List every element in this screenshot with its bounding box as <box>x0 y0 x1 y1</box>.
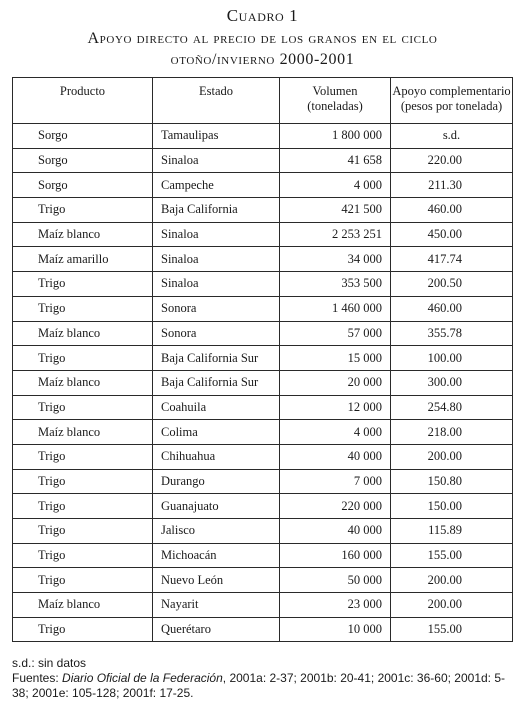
cell-apoyo: 100.00 <box>391 346 513 371</box>
cell-estado: Campeche <box>153 173 280 198</box>
table-row <box>13 395 513 420</box>
table-row <box>13 247 513 272</box>
cell-volumen: 220 000 <box>280 494 391 519</box>
table-header <box>13 78 513 124</box>
cell-apoyo: 155.00 <box>391 543 513 568</box>
cell-apoyo: 150.80 <box>391 469 513 494</box>
cell-producto: Maíz blanco <box>13 420 153 445</box>
fuentes-label: Fuentes: <box>12 671 63 685</box>
cell-estado: Chihuahua <box>153 444 280 469</box>
cell-producto: Trigo <box>13 568 153 593</box>
grain-support-table <box>12 77 513 642</box>
header-apoyo <box>391 78 513 124</box>
cell-estado: Sinaloa <box>153 272 280 297</box>
cell-apoyo: 200.00 <box>391 444 513 469</box>
table-row <box>13 222 513 247</box>
table-row <box>13 568 513 593</box>
cell-volumen: 40 000 <box>280 519 391 544</box>
cell-estado: Sinaloa <box>153 148 280 173</box>
table-row <box>13 370 513 395</box>
cell-estado: Nayarit <box>153 593 280 618</box>
cell-apoyo: 417.74 <box>391 247 513 272</box>
cell-estado: Colima <box>153 420 280 445</box>
cell-estado: Sonora <box>153 296 280 321</box>
header-apoyo-unit: (pesos por tonelada) <box>400 99 503 113</box>
table-row <box>13 420 513 445</box>
table-body <box>13 124 513 642</box>
cell-estado: Sinaloa <box>153 222 280 247</box>
table-row <box>13 469 513 494</box>
cell-volumen: 10 000 <box>280 617 391 642</box>
table-row <box>13 494 513 519</box>
table-row <box>13 593 513 618</box>
cell-volumen: 40 000 <box>280 444 391 469</box>
table-row <box>13 198 513 223</box>
header-apoyo-label: Apoyo complementario <box>392 84 511 98</box>
cell-producto: Sorgo <box>13 173 153 198</box>
table-header-row <box>13 78 513 124</box>
table-row <box>13 124 513 149</box>
cell-apoyo: 155.00 <box>391 617 513 642</box>
header-volumen <box>280 78 391 124</box>
cell-volumen: 2 253 251 <box>280 222 391 247</box>
cell-estado: Coahuila <box>153 395 280 420</box>
cell-estado: Guanajuato <box>153 494 280 519</box>
fuentes-source: Diario Oficial de la Federación <box>62 671 223 685</box>
cell-producto: Trigo <box>13 272 153 297</box>
fuentes-refs: , 2001a: 2-37; 2001b: 20-41; 2001c: 36-60; 2001d: 5-38; 2001e: 105-128; 2001f: 17-25. <box>12 671 505 700</box>
header-producto-label: Producto <box>59 84 106 98</box>
cell-estado: Tamaulipas <box>153 124 280 149</box>
cell-apoyo: 460.00 <box>391 198 513 223</box>
table-caption-number: Cuadro 1 <box>226 6 299 25</box>
cell-apoyo: 200.50 <box>391 272 513 297</box>
cell-producto: Maíz amarillo <box>13 247 153 272</box>
cell-volumen: 20 000 <box>280 370 391 395</box>
cell-volumen: 4 000 <box>280 173 391 198</box>
cell-producto: Trigo <box>13 543 153 568</box>
cell-producto: Trigo <box>13 444 153 469</box>
table-notes <box>12 656 517 701</box>
cell-producto: Trigo <box>13 296 153 321</box>
cell-producto: Trigo <box>13 494 153 519</box>
cell-estado: Nuevo León <box>153 568 280 593</box>
cell-estado: Querétaro <box>153 617 280 642</box>
table-row <box>13 321 513 346</box>
cell-volumen: 57 000 <box>280 321 391 346</box>
table-row <box>13 543 513 568</box>
cell-apoyo: 254.80 <box>391 395 513 420</box>
cell-apoyo: 200.00 <box>391 568 513 593</box>
cell-apoyo: 218.00 <box>391 420 513 445</box>
cell-apoyo: 300.00 <box>391 370 513 395</box>
header-producto <box>13 78 153 124</box>
table-row <box>13 346 513 371</box>
cell-volumen: 7 000 <box>280 469 391 494</box>
table-row <box>13 272 513 297</box>
table-row <box>13 617 513 642</box>
table-caption-title-line1: Apoyo directo al precio de los granos en el ciclo <box>87 30 438 47</box>
cell-apoyo: 211.30 <box>391 173 513 198</box>
header-estado <box>153 78 280 124</box>
cell-producto: Trigo <box>13 617 153 642</box>
cell-volumen: 421 500 <box>280 198 391 223</box>
table-row <box>13 173 513 198</box>
header-volumen-unit: (toneladas) <box>307 99 363 113</box>
cell-apoyo: 200.00 <box>391 593 513 618</box>
cell-volumen: 41 658 <box>280 148 391 173</box>
cell-volumen: 1 800 000 <box>280 124 391 149</box>
header-estado-label: Estado <box>198 84 234 98</box>
cell-producto: Trigo <box>13 346 153 371</box>
table-caption-title-line2: otoño/invierno 2000-2001 <box>170 51 355 68</box>
cell-apoyo: 150.00 <box>391 494 513 519</box>
note-sin-datos: s.d.: sin datos <box>12 656 87 670</box>
cell-estado: Jalisco <box>153 519 280 544</box>
note-fuentes <box>12 671 517 701</box>
table-row <box>13 296 513 321</box>
cell-volumen: 50 000 <box>280 568 391 593</box>
header-volumen-label: Volumen <box>312 84 358 98</box>
cell-apoyo: s.d. <box>391 124 513 149</box>
cell-estado: Sinaloa <box>153 247 280 272</box>
cell-estado: Baja California Sur <box>153 346 280 371</box>
cell-producto: Trigo <box>13 469 153 494</box>
cell-producto: Trigo <box>13 198 153 223</box>
cell-volumen: 160 000 <box>280 543 391 568</box>
cell-apoyo: 220.00 <box>391 148 513 173</box>
cell-apoyo: 460.00 <box>391 296 513 321</box>
table-row <box>13 519 513 544</box>
cell-volumen: 34 000 <box>280 247 391 272</box>
cell-producto: Maíz blanco <box>13 321 153 346</box>
cell-estado: Michoacán <box>153 543 280 568</box>
cell-estado: Sonora <box>153 321 280 346</box>
cell-apoyo: 355.78 <box>391 321 513 346</box>
cell-volumen: 15 000 <box>280 346 391 371</box>
cell-apoyo: 115.89 <box>391 519 513 544</box>
cell-apoyo: 450.00 <box>391 222 513 247</box>
cell-producto: Trigo <box>13 519 153 544</box>
cell-producto: Sorgo <box>13 124 153 149</box>
cell-estado: Baja California <box>153 198 280 223</box>
cell-volumen: 23 000 <box>280 593 391 618</box>
cell-estado: Baja California Sur <box>153 370 280 395</box>
cell-producto: Maíz blanco <box>13 593 153 618</box>
cell-estado: Durango <box>153 469 280 494</box>
cell-producto: Sorgo <box>13 148 153 173</box>
cell-producto: Maíz blanco <box>13 222 153 247</box>
cell-volumen: 1 460 000 <box>280 296 391 321</box>
table-row <box>13 148 513 173</box>
cell-volumen: 12 000 <box>280 395 391 420</box>
cell-volumen: 4 000 <box>280 420 391 445</box>
cell-producto: Trigo <box>13 395 153 420</box>
cell-volumen: 353 500 <box>280 272 391 297</box>
cell-producto: Maíz blanco <box>13 370 153 395</box>
table-row <box>13 444 513 469</box>
